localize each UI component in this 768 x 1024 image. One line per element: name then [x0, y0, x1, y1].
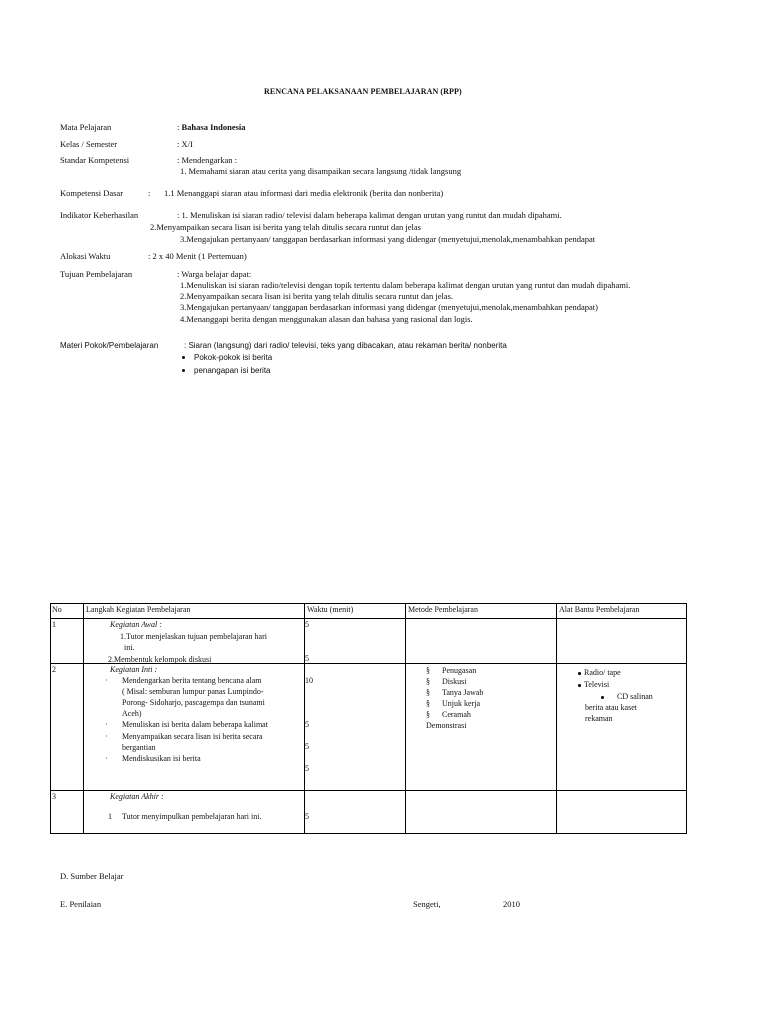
section-icon: § — [426, 666, 430, 675]
table-header-row — [51, 604, 687, 619]
phase-label: Kegiatan Awal : — [110, 620, 162, 629]
step-line: 1.Tutor menjelaskan tujuan pembelajaran hari — [120, 632, 267, 641]
time-value: 10 — [305, 676, 313, 685]
step-line: Mendiskusikan isi berita — [122, 754, 201, 763]
time-value: 5 — [305, 742, 309, 751]
label-indikator: Indikator Keberhasilan — [60, 210, 139, 220]
label-alokasi: Alokasi Waktu — [60, 251, 111, 261]
lesson-steps-table — [50, 603, 687, 834]
section-icon: § — [426, 699, 430, 708]
time-value: 5 — [305, 764, 309, 773]
tujuan-item: 3.Mengajukan pertanyaan/ tanggapan berdasarkan informasi yang didengar (menyetujui,menolak,menambahkan pendapat) — [180, 302, 598, 312]
label-standar: Standar Kompetensi — [60, 155, 130, 165]
bullet-icon — [182, 356, 185, 359]
dash-icon: · — [105, 676, 108, 685]
value-kompetensi: 1.1 Menanggapi siaran atau informasi dari media elektronik (berita dan nonberita) — [164, 188, 444, 198]
penilaian: E. Penilaian — [60, 899, 102, 909]
method-item: Diskusi — [442, 677, 467, 686]
step-line: Aceh) — [122, 709, 142, 718]
step-line: Porong- Sidoharjo, pascagempa dan tsunami — [122, 698, 265, 707]
step-line: Mendengarkan berita tentang bencana alam — [122, 676, 262, 685]
step-line: ini. — [124, 643, 135, 652]
method-item: Penugasan — [442, 666, 477, 675]
tool-item: berita atau kaset — [585, 703, 637, 712]
tool-item: Televisi — [584, 680, 610, 689]
row-no: 2 — [52, 665, 56, 674]
section-icon: § — [426, 677, 430, 686]
time-value: 5 — [305, 654, 309, 663]
place: Sengeti, — [413, 899, 441, 909]
materi-bullet: Pokok-pokok isi berita — [194, 353, 273, 362]
step-number: 1 — [108, 812, 112, 821]
sep-kompetensi: : — [148, 188, 151, 198]
sumber-belajar: D. Sumber Belajar — [60, 871, 124, 881]
header-no: No — [52, 605, 62, 614]
label-mata-pelajaran: Mata Pelajaran — [60, 122, 112, 132]
dash-icon: · — [105, 754, 108, 763]
step-line: Menyampaikan secara lisan isi berita secara — [122, 732, 263, 741]
tool-item: CD salinan — [617, 692, 653, 701]
header-alat: Alat Bantu Pembelajaran — [559, 605, 640, 614]
time-value: 5 — [305, 720, 309, 729]
value-indikator-line3: 3.Mengajukan pertanyaan/ tanggapan berdasarkan informasi yang didengar (menyetujui,menolak,menambahkan pendapat — [180, 234, 596, 244]
dash-icon: · — [105, 720, 108, 729]
step-line: 2.Membentuk kelompok diskusi — [108, 655, 212, 664]
table-row — [51, 619, 687, 664]
phase-label: Kegiatan Akhir : — [110, 792, 164, 801]
header-metode: Metode Pembelajaran — [408, 605, 478, 614]
table-row — [51, 664, 687, 791]
tool-item: rekaman — [585, 714, 613, 723]
label-tujuan: Tujuan Pembelajaran — [60, 269, 133, 279]
value-indikator-line2: 2.Menyampaikan secara lisan isi berita yang telah ditulis secara runtut dan jelas — [150, 222, 421, 232]
value-standar-line2: 1. Memahami siaran atau cerita yang disampaikan secara langsung /tidak langsung — [180, 166, 462, 176]
time-value: 5 — [305, 620, 309, 629]
method-item: Ceramah — [442, 710, 471, 719]
header-waktu: Waktu (menit) — [307, 605, 354, 614]
step-line: bergantian — [122, 743, 156, 752]
method-item: Demonstrasi — [426, 721, 467, 730]
value-standar: : Mendengarkan : — [177, 155, 237, 165]
time-value: 5 — [305, 812, 309, 821]
label-kelas: Kelas / Semester — [60, 139, 118, 149]
row-no: 3 — [52, 792, 56, 801]
value-alokasi: : 2 x 40 Menit (1 Pertemuan) — [148, 251, 247, 261]
tool-item: Radio/ tape — [584, 668, 621, 677]
step-line: Menuliskan isi berita dalam beberapa kalimat — [122, 720, 268, 729]
bullet-icon — [601, 696, 604, 699]
label-materi: Materi Pokok/Pembelajaran — [60, 341, 159, 350]
value-tujuan: : Warga belajar dapat: — [177, 269, 252, 279]
phase-label: Kegiatan Inti : — [110, 665, 158, 674]
bullet-icon — [578, 684, 581, 687]
method-item: Tanya Jawab — [442, 688, 484, 697]
section-icon: § — [426, 688, 430, 697]
tujuan-item: 1.Menuliskan isi siaran radio/televisi dengan topik tertentu dalam beberapa kalimat dengan urutan yang runtut dan mudah dipahami. — [180, 280, 631, 290]
header-langkah: Langkah Kegiatan Pembelajaran — [86, 605, 191, 614]
table-row — [51, 791, 687, 834]
tujuan-item: 2.Menyampaikan secara lisan isi berita yang telah ditulis secara runtut dan jelas. — [180, 291, 454, 301]
value-materi: : Siaran (langsung) dari radio/ televisi, teks yang dibacakan, atau rekaman berita/ nonberita — [184, 341, 507, 350]
label-kompetensi: Kompetensi Dasar — [60, 188, 124, 198]
dash-icon: · — [105, 732, 108, 741]
method-item: Unjuk kerja — [442, 699, 480, 708]
step-line: Tutor menyimpulkan pembelajaran hari ini. — [122, 812, 262, 821]
page-title: RENCANA PELAKSANAAN PEMBELAJARAN (RPP) — [264, 87, 462, 96]
step-line: ( Misal: semburan lumpur panas Lumpindo- — [122, 687, 264, 696]
value-indikator: : 1. Menuliskan isi siaran radio/ televisi dalam beberapa kalimat dengan urutan yang runtut dan mudah dipahami. — [177, 210, 562, 220]
tujuan-item: 4.Menanggapi berita dengan menggunakan alasan dan bahasa yang rasional dan logis. — [180, 314, 473, 324]
section-icon: § — [426, 710, 430, 719]
row-no: 1 — [52, 620, 56, 629]
bullet-icon — [182, 369, 185, 372]
year: 2010 — [503, 899, 520, 909]
value-mata-pelajaran: : Bahasa Indonesia — [177, 122, 246, 132]
bullet-icon — [578, 672, 581, 675]
value-kelas: : X/I — [177, 139, 193, 149]
materi-bullet: penangapan isi berita — [194, 366, 271, 375]
